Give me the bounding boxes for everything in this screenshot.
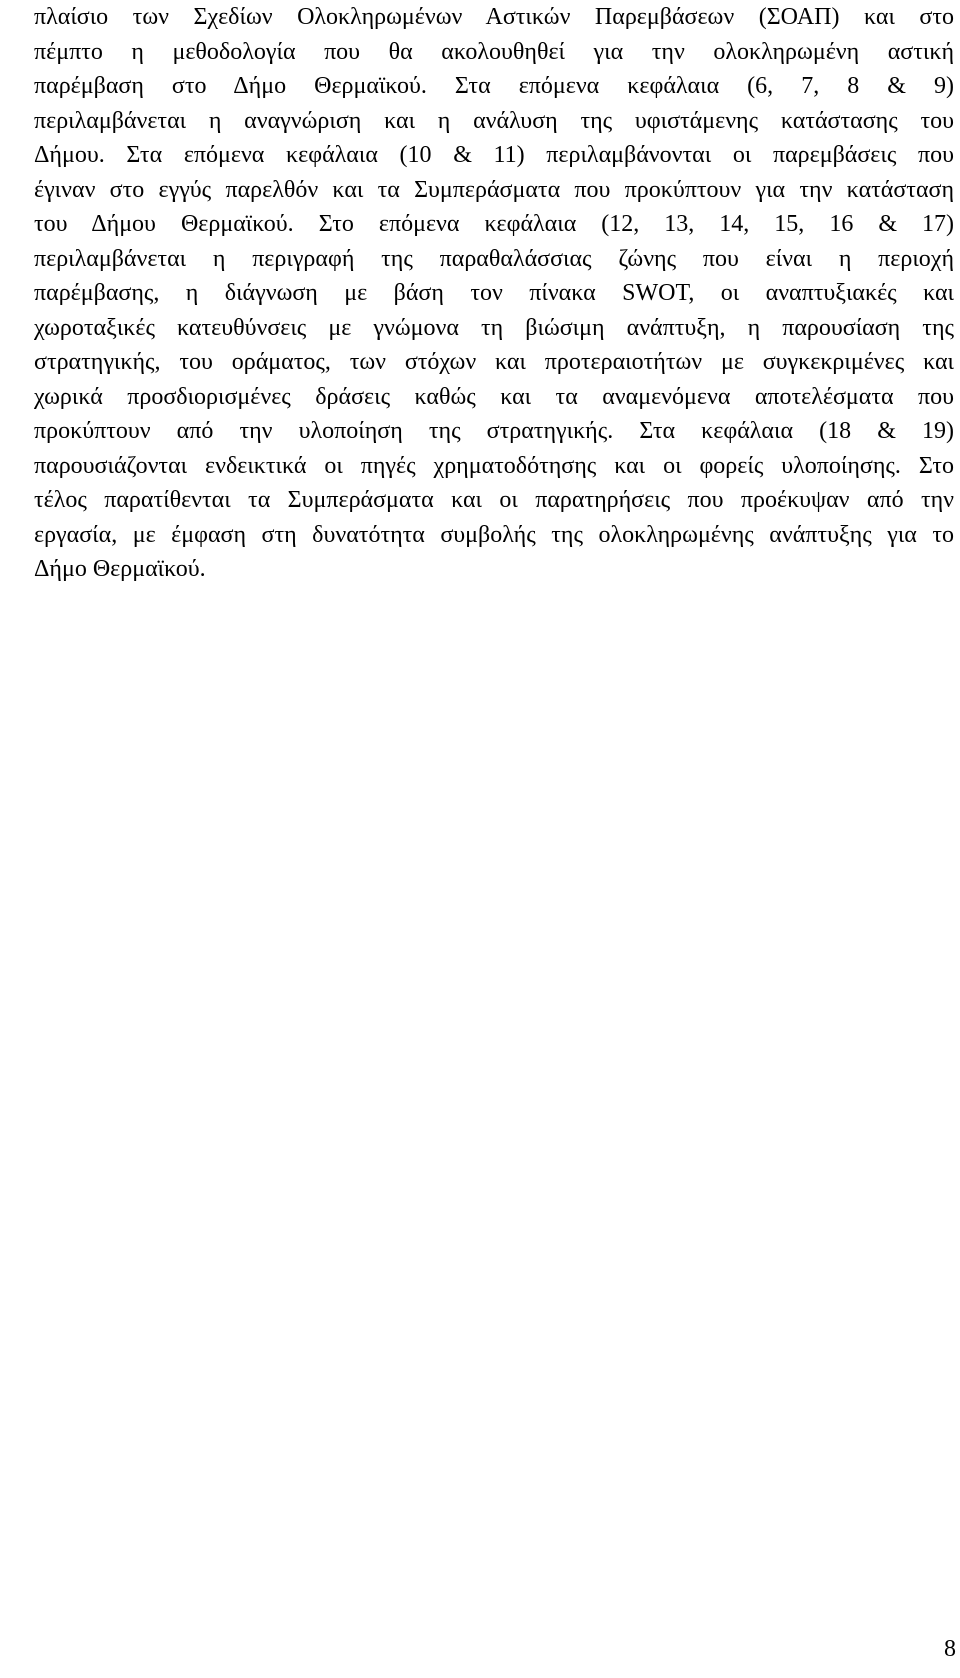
text-line: Δήμου. Στα επόμενα κεφάλαια (10 & 11) περιλαμβάνονται οι παρεμβάσεις που xyxy=(34,142,954,168)
text-line: τέλος παρατίθενται τα Συμπεράσματα και οι παρατηρήσεις που προέκυψαν από την xyxy=(34,487,954,513)
text-line: περιλαμβάνεται η περιγραφή της παραθαλάσσιας ζώνης που είναι η περιοχή xyxy=(34,245,954,272)
text-line: χωρικά προσδιορισμένες δράσεις καθώς και τα αναμενόμενα αποτελέσματα που xyxy=(34,383,954,410)
body-paragraph xyxy=(34,0,954,587)
text-line: στρατηγικής, του οράματος, των στόχων και προτεραιοτήτων με συγκεκριμένες και xyxy=(34,349,954,375)
text-line: Δήμο Θερμαϊκού. xyxy=(34,556,206,582)
page-number: 8 xyxy=(944,1636,956,1662)
text-line: παρέμβαση στο Δήμο Θερμαϊκού. Στα επόμενα κεφάλαια (6, 7, 8 & 9) xyxy=(34,73,954,99)
text-line: του Δήμου Θερμαϊκού. Στο επόμενα κεφάλαια (12, 13, 14, 15, 16 & 17) xyxy=(34,211,954,237)
text-line: εργασία, με έμφαση στη δυνατότητα συμβολής της ολοκληρωμένης ανάπτυξης για το xyxy=(34,521,954,548)
text-line: παρουσιάζονται ενδεικτικά οι πηγές χρηματοδότησης και οι φορείς υλοποίησης. Στο xyxy=(34,452,954,479)
text-line: έγιναν στο εγγύς παρελθόν και τα Συμπεράσματα που προκύπτουν για την κατάσταση xyxy=(34,176,954,203)
text-line: χωροταξικές κατευθύνσεις με γνώμονα τη βιώσιμη ανάπτυξη, η παρουσίαση της xyxy=(34,314,954,341)
text-line: πέμπτο η μεθοδολογία που θα ακολουθηθεί για την ολοκληρωμένη αστική xyxy=(34,38,954,65)
text-line: παρέμβασης, η διάγνωση με βάση τον πίνακα SWOT, οι αναπτυξιακές και xyxy=(34,280,954,306)
text-line: περιλαμβάνεται η αναγνώριση και η ανάλυση της υφιστάμενης κατάστασης του xyxy=(34,107,954,134)
text-line: προκύπτουν από την υλοποίηση της στρατηγικής. Στα κεφάλαια (18 & 19) xyxy=(34,418,954,444)
text-line: πλαίσιο των Σχεδίων Ολοκληρωμένων Αστικών Παρεμβάσεων (ΣΟΑΠ) και στο xyxy=(34,4,954,30)
